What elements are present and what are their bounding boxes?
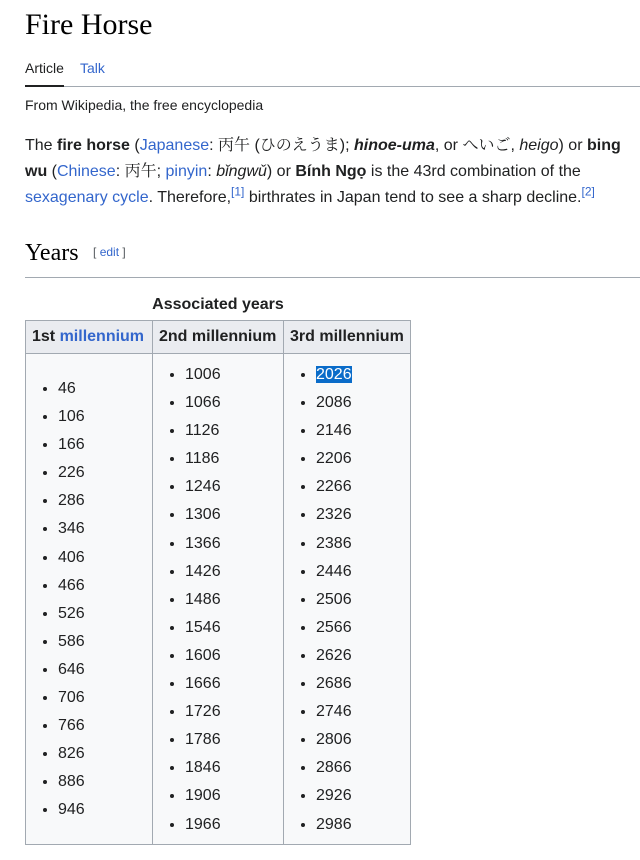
year-value: 1426: [185, 562, 221, 580]
year-value: 1186: [185, 450, 220, 468]
year-value: 166: [58, 436, 85, 454]
year-list-item: [316, 473, 410, 501]
year-list-item: [316, 642, 410, 670]
year-value: 2926: [316, 787, 352, 805]
intro-text: birthrates in Japan tend to see a sharp decline.: [244, 189, 582, 206]
intro-text: The: [25, 137, 58, 154]
year-value: 46: [58, 380, 76, 397]
year-value: 2686: [316, 675, 352, 693]
edit-link[interactable]: edit: [99, 245, 120, 259]
year-value: 526: [58, 604, 85, 622]
year-value: 226: [58, 464, 85, 482]
year-value: 2146: [316, 422, 352, 440]
intro-paragraph: [25, 133, 635, 211]
year-list-item: [185, 389, 283, 417]
year-value: 346: [58, 520, 85, 538]
year-list-item: [316, 361, 410, 389]
year-value: 2986: [316, 815, 352, 833]
year-value: 2446: [316, 562, 352, 580]
header-1st-millennium: [26, 321, 153, 354]
year-list-item: [185, 811, 283, 839]
year-value: 1786: [185, 731, 221, 749]
year-value: 1306: [185, 506, 221, 524]
millennium-link[interactable]: millennium: [59, 328, 145, 345]
year-value: 466: [58, 576, 85, 594]
year-list-item: [58, 740, 152, 768]
year-value: 2086: [316, 394, 352, 412]
reference-1[interactable]: [1]: [231, 184, 245, 199]
section-heading-years: [25, 240, 640, 278]
year-list-item: [316, 698, 410, 726]
year-value: 2566: [316, 618, 352, 636]
year-list-item: [316, 726, 410, 754]
intro-text: , or へいご,: [434, 137, 520, 154]
edit-bracket-close: ]: [119, 245, 126, 259]
year-value: 2866: [316, 759, 352, 777]
year-list-item: [185, 501, 283, 529]
year-list-item: [58, 375, 152, 403]
year-value: 646: [58, 660, 85, 678]
year-list-item: [185, 754, 283, 782]
intro-text: (: [47, 163, 57, 180]
year-value: 1366: [185, 534, 221, 552]
intro-text: (: [129, 137, 140, 154]
year-value: 286: [58, 492, 85, 510]
page-tabs: [25, 56, 640, 87]
year-list-item: [316, 614, 410, 642]
selected-year-value: 2026: [316, 366, 352, 383]
term-bing-wu: bing wu: [25, 137, 621, 180]
year-list-item: [185, 473, 283, 501]
year-value: 2506: [316, 590, 352, 608]
active-tab-indicator: [25, 85, 64, 87]
year-value: 1846: [185, 759, 221, 777]
year-list-item: [185, 670, 283, 698]
year-list-item: [316, 754, 410, 782]
year-list-item: [316, 501, 410, 529]
year-list-item: [58, 431, 152, 459]
year-list-item: [58, 544, 152, 572]
year-list: [26, 354, 152, 825]
year-value: 1486: [185, 590, 221, 608]
year-value: 406: [58, 548, 85, 566]
year-list-item: [58, 600, 152, 628]
year-list-item: [58, 656, 152, 684]
year-list-item: [316, 445, 410, 473]
year-value: 1066: [185, 394, 221, 412]
header-3rd-millennium: 3rd millennium: [284, 321, 411, 354]
year-value: 886: [58, 773, 85, 791]
year-value: 766: [58, 717, 85, 735]
edit-section: [93, 245, 126, 259]
year-value: 826: [58, 745, 85, 763]
year-list-item: [58, 459, 152, 487]
year-list-item: [58, 712, 152, 740]
term-hinoe-uma: hinoe-uma: [354, 137, 435, 154]
year-value: 1546: [185, 618, 221, 636]
associated-years-table: [25, 320, 411, 845]
column-3rd-millennium: [284, 354, 411, 845]
japanese-link[interactable]: Japanese: [139, 137, 210, 154]
page-title: Fire Horse: [25, 8, 153, 41]
intro-text: ) or: [558, 137, 587, 154]
year-value: 706: [58, 689, 85, 707]
year-list-item: [316, 558, 410, 586]
year-list-item: [185, 642, 283, 670]
year-value: 2806: [316, 731, 352, 749]
year-list-item: [316, 670, 410, 698]
year-value: 106: [58, 408, 85, 426]
year-list-item: [185, 530, 283, 558]
tab-article[interactable]: Article: [25, 60, 64, 76]
section-title: Years: [25, 240, 79, 266]
year-list-item: [58, 403, 152, 431]
year-list: [153, 354, 283, 839]
year-list-item: [316, 530, 410, 558]
year-value: 1726: [185, 703, 221, 721]
tagline: From Wikipedia, the free encyclopedia: [25, 97, 264, 113]
year-value: 1606: [185, 646, 221, 664]
year-list-item: [58, 572, 152, 600]
chinese-link[interactable]: Chinese: [57, 163, 116, 180]
year-list-item: [185, 361, 283, 389]
year-list-item: [185, 445, 283, 473]
year-list-item: [316, 811, 410, 839]
year-value: 1966: [185, 815, 221, 833]
year-value: 1666: [185, 675, 221, 693]
year-list-item: [58, 628, 152, 656]
tab-talk[interactable]: Talk: [80, 60, 105, 76]
table-caption: Associated years: [152, 296, 284, 313]
year-value: 1246: [185, 478, 221, 496]
year-list-item: [316, 586, 410, 614]
year-value: 2266: [316, 478, 352, 496]
year-list-item: [58, 796, 152, 824]
year-value: 2626: [316, 646, 352, 664]
year-list-item: [185, 586, 283, 614]
intro-text: :: [207, 163, 217, 180]
column-2nd-millennium: [153, 354, 284, 845]
year-value: 1126: [185, 422, 220, 440]
header-prefix: 1st: [32, 328, 60, 345]
year-value: 946: [58, 801, 85, 819]
sexagenary-cycle-link[interactable]: sexagenary cycle: [25, 189, 149, 206]
intro-text: . Therefore,: [148, 189, 232, 206]
year-list-item: [185, 417, 283, 445]
year-value: 586: [58, 632, 85, 650]
header-2nd-millennium: 2nd millennium: [153, 321, 284, 354]
year-list-item: [185, 558, 283, 586]
pinyin-link[interactable]: pinyin: [165, 163, 208, 180]
year-list: [284, 354, 410, 839]
year-list-item: [185, 782, 283, 810]
year-value: 2386: [316, 534, 352, 552]
year-value: 1906: [185, 787, 221, 805]
year-list-item: [185, 698, 283, 726]
year-list-item: [58, 684, 152, 712]
intro-text: : 丙午;: [115, 163, 166, 180]
year-list-item: [58, 515, 152, 543]
term-binh-ngo: Bính Ngọ: [295, 163, 367, 180]
year-list-item: [58, 768, 152, 796]
year-list-item: [316, 417, 410, 445]
year-value: 2746: [316, 703, 352, 721]
term-bingwu: bǐngwǔ: [216, 163, 267, 180]
reference-2[interactable]: [2]: [581, 184, 595, 199]
edit-bracket-open: [: [93, 245, 100, 259]
term-fire-horse: fire horse: [57, 137, 130, 154]
year-value: 2326: [316, 506, 352, 524]
year-value: 1006: [185, 366, 221, 383]
year-list-item: [316, 389, 410, 417]
column-1st-millennium: [26, 354, 153, 845]
year-list-item: [58, 487, 152, 515]
intro-text: ) or: [266, 163, 296, 180]
year-list-item: [316, 782, 410, 810]
year-value: 2206: [316, 450, 352, 468]
year-list-item: [185, 726, 283, 754]
term-heigo: heigo: [519, 137, 559, 154]
intro-text: : 丙午 (ひのえうま);: [209, 137, 354, 154]
year-list-item: [185, 614, 283, 642]
intro-text: is the 43rd combination of the: [366, 163, 581, 180]
